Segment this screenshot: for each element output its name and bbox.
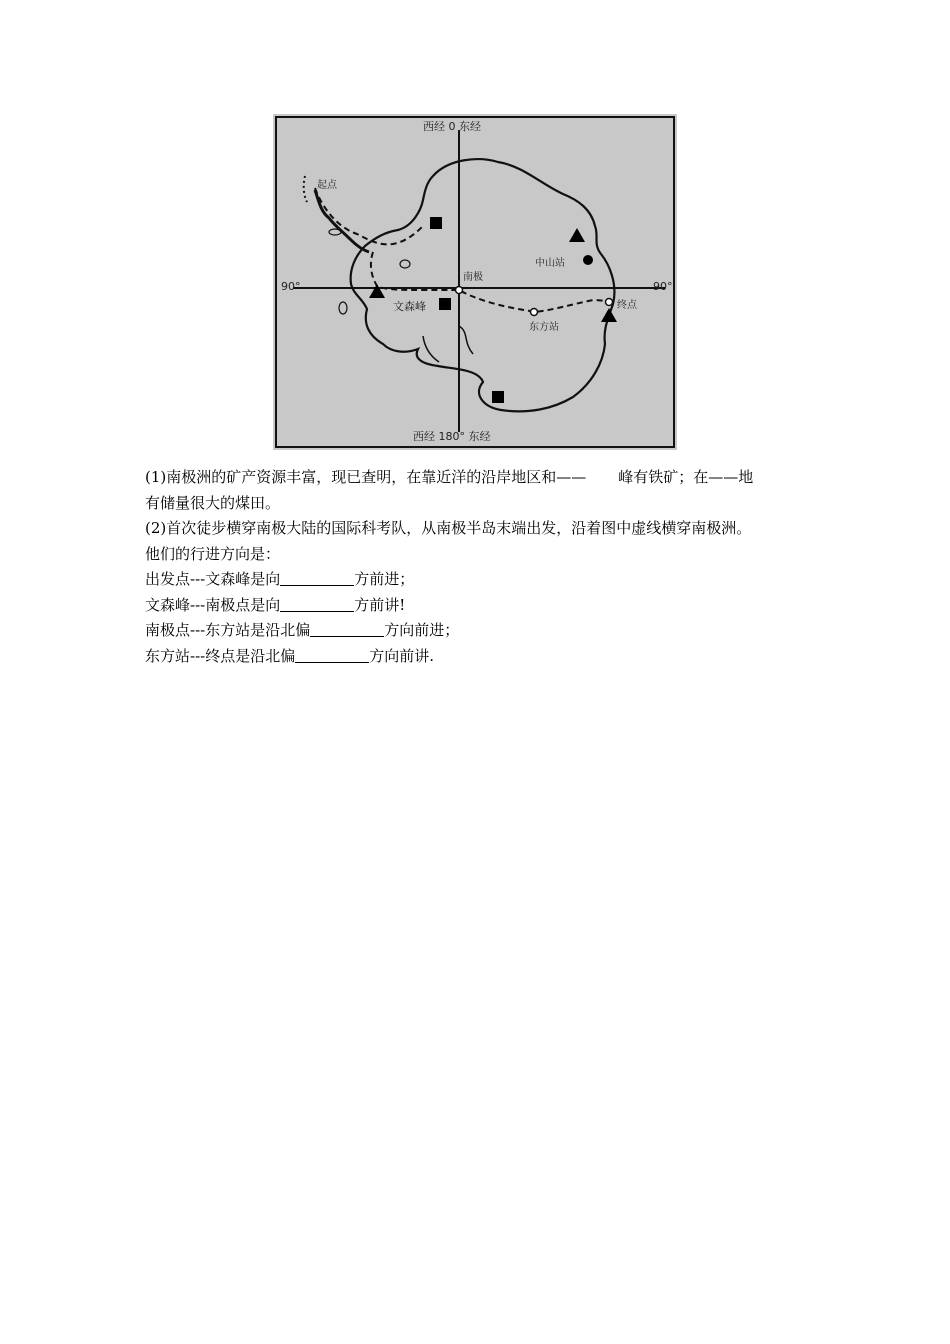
dir4-text-b: 方向前讲. [369, 646, 434, 665]
q1-line-2: 有储量很大的煤田。 [145, 493, 281, 512]
answer-blank-4[interactable] [295, 647, 369, 663]
answer-blank-1[interactable] [280, 570, 354, 586]
direction-line-1 [145, 567, 815, 593]
q1-line-1 [145, 465, 815, 491]
dir1-text-a: 出发点---文森峰是向 [145, 570, 281, 588]
dir3-text-a: 南极点---东方站是沿北偏 [145, 621, 311, 639]
q2-line-2: 他们的行进方向是： [145, 544, 281, 563]
end-point-marker [606, 299, 613, 306]
vinson-label: 文森峰 [393, 300, 426, 313]
answer-blank-2[interactable] [280, 596, 354, 612]
end-point-label: 终点 [617, 300, 637, 311]
answer-blank-3[interactable] [310, 621, 384, 637]
zhongshan-station-marker [583, 255, 593, 265]
dir1-text-b: 方前进； [354, 570, 415, 588]
left-90-label: 90° [281, 280, 301, 293]
vostok-station-marker [531, 309, 538, 316]
dir3-text-b: 方向前进； [384, 621, 460, 639]
start-point-label: 起点 [317, 180, 337, 191]
bottom-meridian-label: 西经 180° 东经 [413, 430, 491, 443]
south-pole-marker [456, 287, 463, 294]
direction-line-2 [145, 593, 815, 619]
q1-text-a: (1)南极洲的矿产资源丰富，现已查明，在靠近洋的沿岸地区和—— [145, 468, 587, 486]
south-pole-label: 南极 [463, 272, 483, 283]
right-90-label: 90° [653, 280, 673, 293]
direction-line-4 [145, 644, 815, 670]
antarctica-map [273, 114, 677, 450]
dir4-text-a: 东方站---终点是沿北偏 [145, 646, 296, 665]
zhongshan-label: 中山站 [535, 258, 565, 269]
square-coal-icon [439, 298, 451, 310]
square-coal-icon [492, 391, 504, 403]
q1-text-b: 峰有铁矿；在——地 [618, 468, 754, 486]
question-text [145, 465, 815, 669]
square-coal-icon [430, 217, 442, 229]
direction-line-3 [145, 618, 815, 644]
top-meridian-label: 西经 0 东经 [423, 120, 481, 133]
dir2-text-a: 文森峰---南极点是向 [145, 595, 281, 614]
q2-line-1: (2)首次徒步横穿南极大陆的国际科考队，从南极半岛末端出发，沿着图中虚线横穿南极洲。 [145, 519, 752, 537]
antarctica-map-figure [273, 114, 677, 450]
vostok-label: 东方站 [529, 322, 559, 333]
dir2-text-b: 方前讲! [354, 595, 406, 614]
